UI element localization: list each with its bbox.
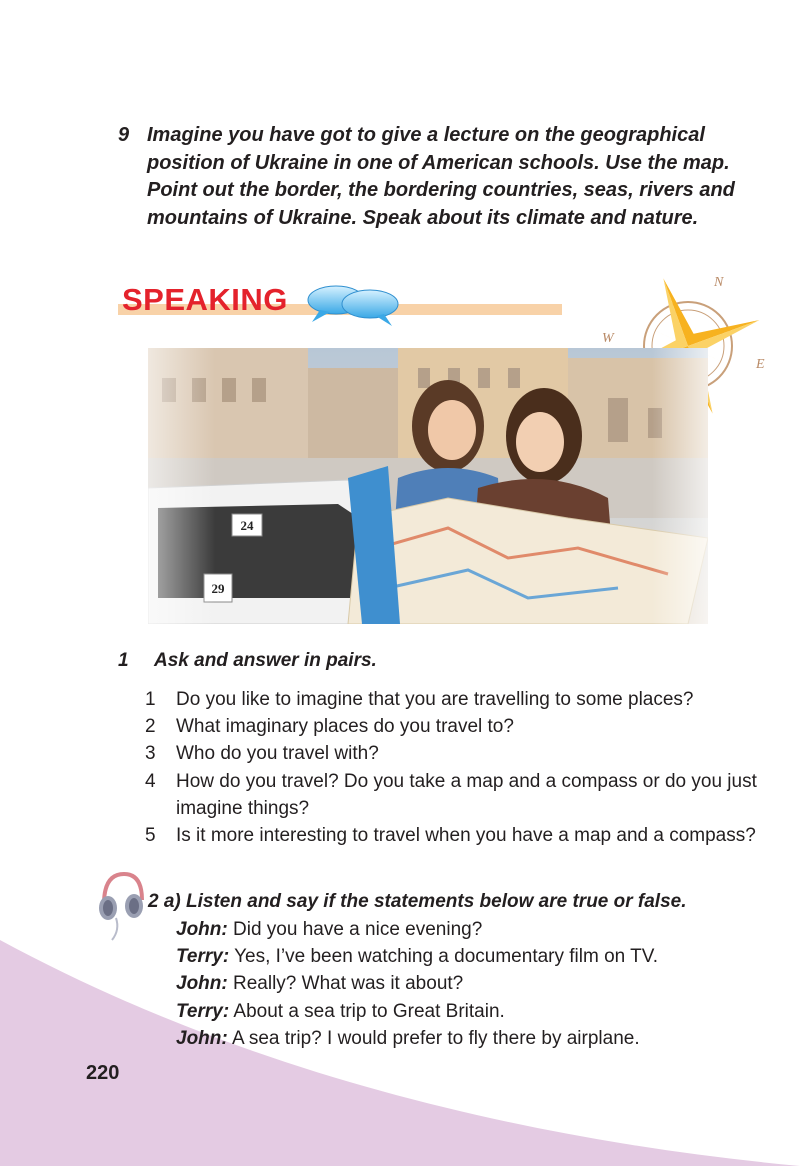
list-item	[118, 822, 758, 849]
question-number: 2	[145, 716, 156, 738]
line-text: A sea trip? I would prefer to fly there by airplane.	[231, 1027, 640, 1049]
question-text: Is it more interesting to travel when you have a map and a compass?	[176, 825, 756, 847]
speaker: Terry:	[176, 946, 230, 968]
question-text: What imaginary places do you travel to?	[176, 716, 514, 738]
line-text: Really? What was it about?	[233, 973, 464, 995]
dialogue-line	[176, 1025, 768, 1052]
dialogue-line	[176, 943, 768, 970]
task-1-heading	[118, 650, 758, 678]
speech-bubbles-icon	[306, 282, 400, 330]
compass-e-label: E	[756, 357, 765, 372]
dialogue-line	[176, 970, 768, 997]
headphones-icon	[96, 870, 148, 942]
task-9-text: Imagine you have got to give a lecture on the geographical position of Ukraine in one of American schools. Use the map. Point out the border, the bordering countries, seas, rivers and mountains of Ukraine. Speak about its climate and nature.	[147, 124, 735, 229]
question-number: 3	[145, 743, 156, 765]
question-number: 1	[145, 689, 156, 710]
question-number: 5	[145, 825, 156, 847]
list-item	[118, 686, 758, 713]
task-2	[148, 888, 768, 1052]
question-text: Do you like to imagine that you are travelling to some places?	[176, 689, 694, 710]
page-number: 220	[86, 1062, 120, 1084]
dialogue	[176, 916, 768, 1052]
question-list	[118, 686, 758, 849]
compass-n-label: N	[714, 275, 724, 290]
question-text: How do you travel? Do you take a map and a compass or do you just imagine things?	[176, 770, 757, 819]
dialogue-line	[176, 916, 768, 943]
speaker: Terry:	[176, 1000, 230, 1022]
task-2-instruction: 2 a) Listen and say if the statements below are true or false.	[148, 891, 687, 912]
list-item	[118, 713, 758, 740]
task-9-number: 9	[118, 124, 130, 146]
speaker: John:	[176, 1027, 228, 1049]
dialogue-line	[176, 998, 768, 1025]
line-text: About a sea trip to Great Britain.	[233, 1000, 505, 1022]
task-1-number: 1	[118, 650, 129, 671]
section-title: SPEAKING	[122, 282, 288, 317]
question-text: Who do you travel with?	[176, 743, 379, 765]
task-1	[118, 650, 758, 849]
task-1-instruction: Ask and answer in pairs.	[154, 650, 377, 671]
list-item	[118, 740, 758, 767]
speaker: John:	[176, 973, 228, 995]
line-text: Did you have a nice evening?	[233, 919, 483, 940]
compass-w-label: W	[602, 331, 614, 346]
task-9	[118, 122, 758, 232]
line-text: Yes, I’ve been watching a documentary film on TV.	[234, 946, 658, 968]
list-item	[118, 768, 758, 822]
photo-women-with-map	[148, 348, 708, 624]
question-number: 4	[145, 770, 156, 792]
speaker: John:	[176, 919, 228, 940]
